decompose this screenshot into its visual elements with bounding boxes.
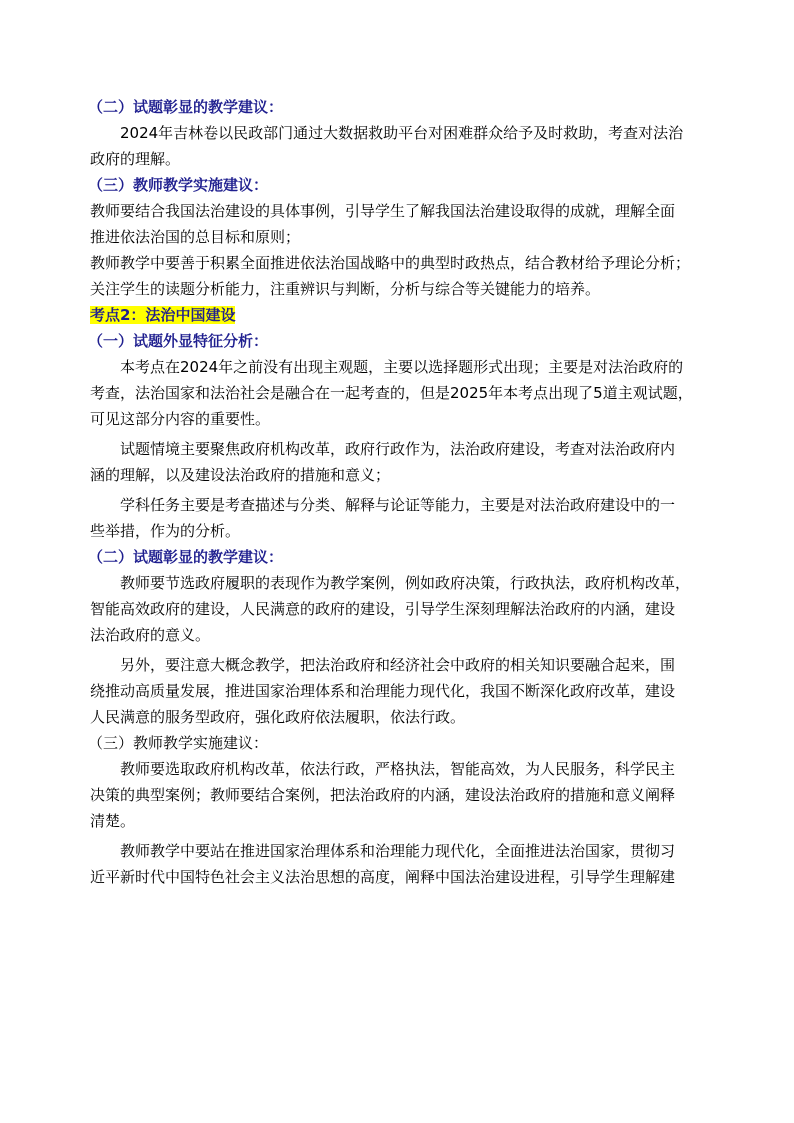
paragraph-line: 教师教学中要善于积累全面推进依法治国战略中的典型时政热点，结合教材给予理论分析；	[90, 254, 691, 272]
paragraph-line: 教师要结合我国法治建设的具体事例，引导学生了解我国法治建设取得的成就，理解全面	[90, 202, 676, 220]
paragraph-line: 近平新时代中国特色社会主义法治思想的高度，阐释中国法治建设进程，引导学生理解建	[90, 868, 676, 886]
paragraph-line: 涵的理解，以及建设法治政府的措施和意义；	[90, 466, 391, 484]
paragraph-line: 法治政府的意义。	[90, 626, 211, 644]
kaodian-title	[90, 302, 722, 328]
paragraph-line: 绕推动高质量发展，推进国家治理体系和治理能力现代化，我国不断深化政府改革，建设	[90, 682, 676, 700]
paragraph-line: 智能高效政府的建设，人民满意的政府的建设，引导学生深刻理解法治政府的内涵，建设	[90, 600, 676, 618]
section-heading-implementation-advice-2: （三）教师教学实施建议：	[88, 734, 269, 752]
paragraph-line: 人民满意的服务型政府，强化政府依法履职，依法行政。	[90, 708, 466, 726]
paragraph-line: 考查，法治国家和法治社会是融合在一起考查的，但是2025年本考点出现了5道主观试题，	[90, 384, 693, 402]
paragraph-line: 可见这部分内容的重要性。	[90, 410, 271, 428]
paragraph-line: 教师要节选政府履职的表现作为教学案例，例如政府决策，行政执法，政府机构改革，	[120, 574, 691, 592]
document-page	[90, 94, 722, 890]
section-heading-feature-analysis: （一）试题外显特征分析：	[88, 332, 269, 350]
section-heading-teaching-advice-2: （二）试题彰显的教学建议：	[88, 548, 284, 566]
section-heading-implementation-advice: （三）教师教学实施建议：	[88, 176, 269, 194]
paragraph-line: 另外，要注意大概念教学，把法治政府和经济社会中政府的相关知识要融合起来，围	[120, 656, 676, 674]
paragraph-line: 学科任务主要是考查描述与分类、解释与论证等能力，主要是对法治政府建设中的一	[120, 496, 676, 514]
paragraph-line: 决策的典型案例；教师要结合案例，把法治政府的内涵，建设法治政府的措施和意义阐释	[90, 786, 676, 804]
paragraph-line: 关注学生的读题分析能力，注重辨识与判断，分析与综合等关键能力的培养。	[90, 280, 601, 298]
paragraph-line: 推进依法治国的总目标和原则；	[90, 228, 301, 246]
paragraph-line: 本考点在2024年之前没有出现主观题，主要以选择题形式出现；主要是对法治政府的	[120, 358, 684, 376]
paragraph-line: 些举措，作为的分析。	[90, 522, 241, 540]
paragraph-line: 试题情境主要聚焦政府机构改革，政府行政作为，法治政府建设，考查对法治政府内	[120, 440, 676, 458]
paragraph-line: 清楚。	[90, 812, 136, 830]
paragraph-line: 教师教学中要站在推进国家治理体系和治理能力现代化，全面推进法治国家，贯彻习	[120, 842, 676, 860]
paragraph-line: 2024年吉林卷以民政部门通过大数据救助平台对困难群众给予及时救助，考查对法治	[120, 124, 684, 142]
paragraph-line: 教师要选取政府机构改革，依法行政，严格执法，智能高效，为人民服务，科学民主	[120, 760, 676, 778]
kaodian-highlight: 考点2：法治中国建设	[90, 306, 236, 324]
section-heading-teaching-advice: （二）试题彰显的教学建议：	[88, 98, 284, 116]
paragraph-line: 政府的理解。	[90, 150, 181, 168]
